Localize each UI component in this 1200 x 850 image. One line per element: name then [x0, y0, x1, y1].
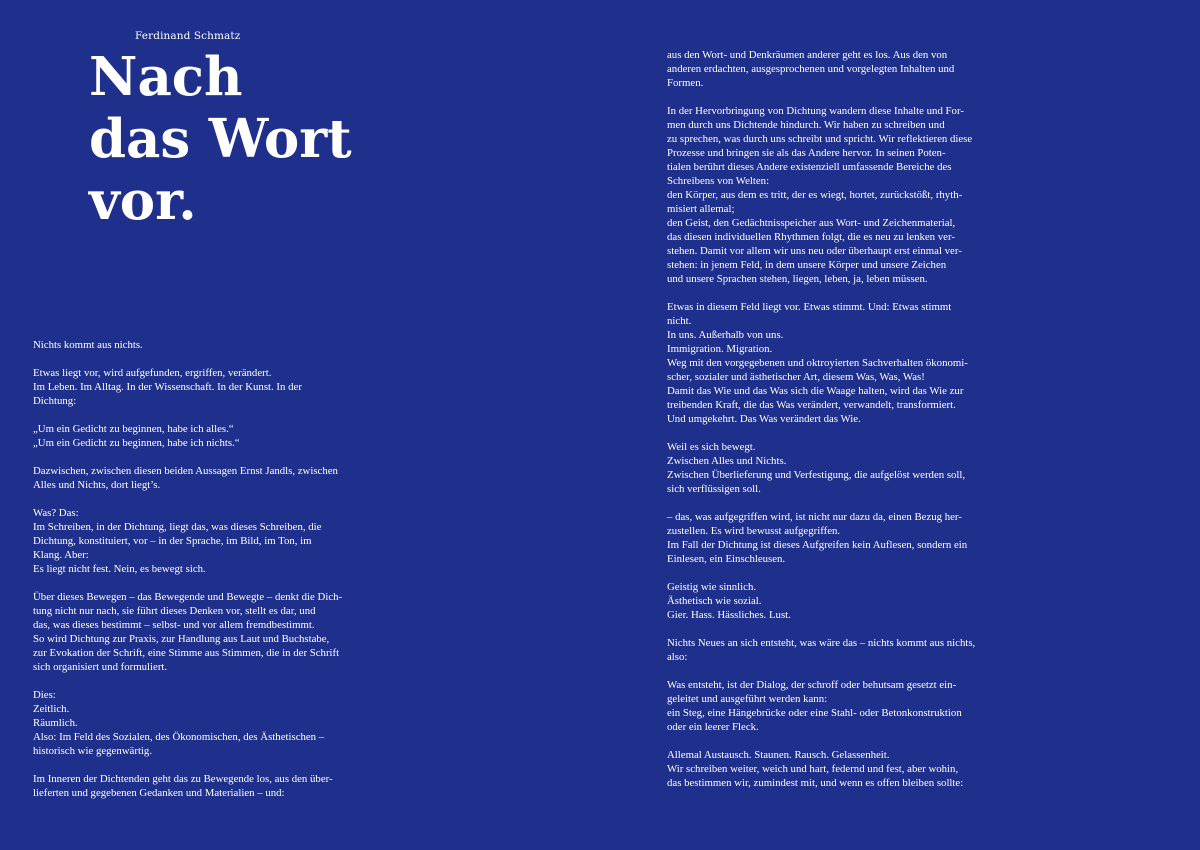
title-line: das Wort	[89, 108, 352, 170]
paragraph	[33, 422, 363, 450]
text-line: Gier. Hass. Hässliches. Lust.	[667, 609, 791, 621]
paragraph	[667, 678, 997, 734]
text-line: Dichtung:	[33, 395, 77, 407]
paragraph	[33, 464, 363, 492]
text-line: nicht.	[667, 315, 692, 327]
text-line: „Um ein Gedicht zu beginnen, habe ich nichts.“	[33, 437, 240, 449]
text-line: Im Inneren der Dichtenden geht das zu Bewegende los, aus den über-	[33, 773, 333, 785]
text-line: Zwischen Überlieferung und Verfestigung, die aufgelöst werden soll,	[667, 469, 966, 481]
text-line: Geistig wie sinnlich.	[667, 581, 757, 593]
text-line: lieferten und gegebenen Gedanken und Materialien – und:	[33, 787, 285, 799]
text-line: Damit das Wie und das Was sich die Waage halten, wird das Wie zur	[667, 385, 964, 397]
text-line: In uns. Außerhalb von uns.	[667, 329, 784, 341]
paragraph	[667, 510, 997, 566]
text-line: Also: Im Feld des Sozialen, des Ökonomischen, des Ästhetischen –	[33, 731, 325, 743]
text-line: Wir schreiben weiter, weich und hart, federnd und fest, aber wohin,	[667, 763, 959, 775]
text-line: Etwas in diesem Feld liegt vor. Etwas stimmt. Und: Etwas stimmt	[667, 301, 952, 313]
text-line: und unsere Sprachen stehen, liegen, leben, ja, leben müssen.	[667, 273, 928, 285]
text-line: Allemal Austausch. Staunen. Rausch. Gelassenheit.	[667, 749, 890, 761]
text-line: Dazwischen, zwischen diesen beiden Aussagen Ernst Jandls, zwischen	[33, 465, 338, 477]
text-line: tialen berührt dieses Andere existenziell umfassende Bereiche des	[667, 161, 952, 173]
text-line: Nichts Neues an sich entsteht, was wäre das – nichts kommt aus nichts,	[667, 637, 976, 649]
text-line: Prozesse und bringen sie als das Andere hervor. In seinen Poten-	[667, 147, 946, 159]
paragraph	[33, 338, 363, 352]
text-line: In der Hervorbringung von Dichtung wandern diese Inhalte und For-	[667, 105, 964, 117]
text-line: Und umgekehrt. Das Was verändert das Wie.	[667, 413, 861, 425]
title-line: Nach	[89, 46, 243, 108]
paragraph	[33, 772, 363, 800]
text-line: Etwas liegt vor, wird aufgefunden, ergriffen, verändert.	[33, 367, 272, 379]
text-line: men durch uns Dichtende hindurch. Wir haben zu schreiben und	[667, 119, 945, 131]
text-line: So wird Dichtung zur Praxis, zur Handlung aus Laut und Buchstabe,	[33, 633, 330, 645]
text-line: Es liegt nicht fest. Nein, es bewegt sich.	[33, 563, 206, 575]
text-line: zustellen. Es wird bewusst aufgegriffen.	[667, 525, 841, 537]
paragraph	[33, 366, 363, 408]
text-line: aus den Wort- und Denkräumen anderer geht es los. Aus den von	[667, 49, 948, 61]
text-line: Über dieses Bewegen – das Bewegende und Bewegte – denkt die Dich-	[33, 591, 343, 603]
paragraph	[33, 688, 363, 758]
text-line: Was? Das:	[33, 507, 79, 519]
paragraph	[667, 440, 997, 496]
paragraph	[667, 636, 997, 664]
text-line: sich organisiert und formuliert.	[33, 661, 168, 673]
text-line: Zeitlich.	[33, 703, 70, 715]
paragraph	[667, 104, 997, 286]
text-line: tung nicht nur nach, sie führt dieses Denken vor, stellt es dar, und	[33, 605, 316, 617]
paragraph	[667, 748, 997, 790]
text-line: ein Steg, eine Hängebrücke oder eine Stahl- oder Betonkonstruktion	[667, 707, 962, 719]
text-line: Im Leben. Im Alltag. In der Wissenschaft. In der Kunst. In der	[33, 381, 302, 393]
text-line: das diesen individuellen Rhythmen folgt, die es neu zu lenken ver-	[667, 231, 955, 243]
text-line: anderen erdachten, ausgesprochenen und vorgelegten Inhalten und	[667, 63, 955, 75]
text-line: Nichts kommt aus nichts.	[33, 339, 143, 351]
text-line: stehen: in jenem Feld, in dem unsere Körper und unsere Zeichen	[667, 259, 947, 271]
paragraph	[33, 590, 363, 674]
text-line: stehen. Damit vor allem wir uns neu oder überhaupt erst einmal ver-	[667, 245, 962, 257]
author-name: Ferdinand Schmatz	[135, 30, 241, 42]
text-line: „Um ein Gedicht zu beginnen, habe ich alles.“	[33, 423, 234, 435]
text-line: Zwischen Alles und Nichts.	[667, 455, 787, 467]
text-line: sich verflüssigen soll.	[667, 483, 761, 495]
text-line: Im Fall der Dichtung ist dieses Aufgreifen kein Auflesen, sondern ein	[667, 539, 968, 551]
paragraph	[667, 580, 997, 622]
text-line: Alles und Nichts, dort liegt’s.	[33, 479, 161, 491]
text-line: Im Schreiben, in der Dichtung, liegt das, was dieses Schreiben, die	[33, 521, 322, 533]
text-line: misiert allemal;	[667, 203, 735, 215]
text-line: oder ein leerer Fleck.	[667, 721, 759, 733]
text-line: Dies:	[33, 689, 56, 701]
text-line: das bestimmen wir, zumindest mit, und wenn es offen bleiben sollte:	[667, 777, 964, 789]
title-line: vor.	[89, 170, 197, 232]
text-line: Klang. Aber:	[33, 549, 89, 561]
paragraph	[667, 48, 997, 90]
page-title	[89, 46, 352, 232]
left-text-column	[33, 338, 363, 814]
text-line: Weil es sich bewegt.	[667, 441, 756, 453]
text-line: Räumlich.	[33, 717, 78, 729]
text-line: das, was dieses bestimmt – selbst- und vor allem fremdbestimmt.	[33, 619, 315, 631]
text-line: Formen.	[667, 77, 704, 89]
text-line: Was entsteht, ist der Dialog, der schroff oder behutsam gesetzt ein-	[667, 679, 957, 691]
text-line: Weg mit den vorgegebenen und oktroyierten Sachverhalten ökonomi-	[667, 357, 968, 369]
text-line: Schreibens von Welten:	[667, 175, 770, 187]
paragraph	[33, 506, 363, 576]
text-line: also:	[667, 651, 688, 663]
text-line: Einlesen, ein Einschleusen.	[667, 553, 786, 565]
text-line: treibenden Kraft, die das Was verändert, verwandelt, transformiert.	[667, 399, 956, 411]
right-text-column	[667, 48, 997, 804]
text-line: zur Evokation der Schrift, eine Stimme aus Stimmen, die in der Schrift	[33, 647, 340, 659]
text-line: den Körper, aus dem es tritt, der es wiegt, hortet, zurückstößt, rhyth-	[667, 189, 963, 201]
text-line: Dichtung, konstituiert, vor – in der Sprache, im Bild, im Ton, im	[33, 535, 312, 547]
text-line: – das, was aufgegriffen wird, ist nicht nur dazu da, einen Bezug her-	[667, 511, 962, 523]
text-line: scher, sozialer und ästhetischer Art, diesem Was, Was, Was!	[667, 371, 925, 383]
text-line: historisch wie gegenwärtig.	[33, 745, 153, 757]
text-line: Immigration. Migration.	[667, 343, 773, 355]
text-line: den Geist, den Gedächtnisspeicher aus Wort- und Zeichenmaterial,	[667, 217, 956, 229]
text-line: Ästhetisch wie sozial.	[667, 595, 762, 607]
text-line: geleitet und ausgeführt werden kann:	[667, 693, 828, 705]
text-line: zu sprechen, was durch uns schreibt und spricht. Wir reflektieren diese	[667, 133, 973, 145]
paragraph	[667, 300, 997, 426]
